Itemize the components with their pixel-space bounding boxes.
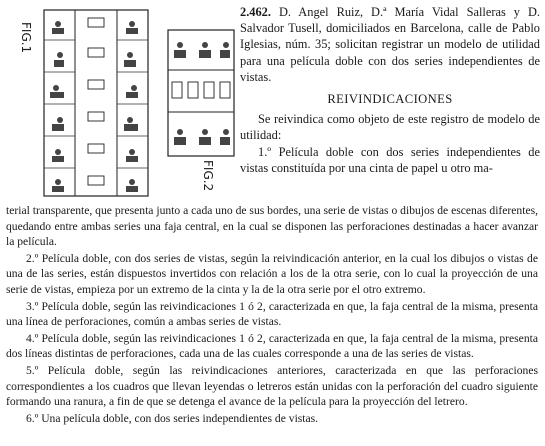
figure-1-drawing bbox=[44, 10, 148, 196]
figure-2-drawing bbox=[168, 30, 234, 156]
figure-2-label: FIG.2 bbox=[201, 160, 215, 192]
claims-body bbox=[6, 203, 538, 427]
claim-2: 2.º Película doble, con dos series de vistas, según la reivindicación anterior, en la cual los dibujos o vistas de una de las series, están dispuestos invertidos con relación a los de la otra serie, con lo cual la proyección de una serie de vistas, empieza por un extremo de la cinta y la de la otra serie por el otro extremo. bbox=[6, 251, 538, 296]
patent-figures bbox=[0, 0, 236, 205]
entry-column bbox=[240, 4, 540, 176]
entry-number: 2.462. bbox=[240, 5, 271, 19]
claim-1-continuation: terial transparente, que presenta junto a cada uno de sus bordes, una serie de vistas o dibujos de escenas diferentes, quedando entre ambas series una faja central, en la cual se disponen las perforaciones destinadas a hacer avanzar la película. bbox=[6, 204, 538, 249]
entry-text: D. Angel Ruiz, D.ª María Vidal Salleras y D. Salvador Tusell, domiciliados en Barcelona, calle de Pablo Iglesias, núm. 35; solicitan registrar un modelo de utilidad para una película doble con dos series independientes de vistas. bbox=[240, 5, 540, 84]
entry-paragraph bbox=[240, 4, 540, 85]
claim-6: 6.º Una película doble, con dos series independientes de vistas. bbox=[26, 411, 319, 425]
claim-3: 3.º Película doble, según las reivindicaciones 1 ó 2, caracterizada en que, la faja central de la misma, presenta una línea de perforaciones, común a ambas series de vistas. bbox=[6, 299, 538, 329]
claim-5: 5.º Película doble, según las reivindicaciones anteriores, caracterizada en que las perforaciones correspondientes a los cuadros que llevan leyendas o letreros están unidas con la perforación del cuadro siguiente formando una ranura, a fin de que se detenga el avance de la película para la proyección del letrero. bbox=[6, 363, 538, 409]
figure-1-label: FIG.1 bbox=[19, 22, 33, 54]
claim-1-start: 1.º Película doble con dos series independientes de vistas constituída por una cinta de papel u otro ma- bbox=[240, 144, 540, 175]
claim-4: 4.º Película doble, según las reivindicaciones 1 ó 2, caracterizada en que, la faja central de la misma, presenta dos líneas distintas de perforaciones, cada una de las cuales corresponde a una de las series de vistas. bbox=[6, 331, 538, 361]
section-heading: REIVINDICACIONES bbox=[327, 92, 453, 107]
claims-intro: Se reivindica como objeto de este registro de modelo de utilidad: bbox=[240, 112, 540, 143]
